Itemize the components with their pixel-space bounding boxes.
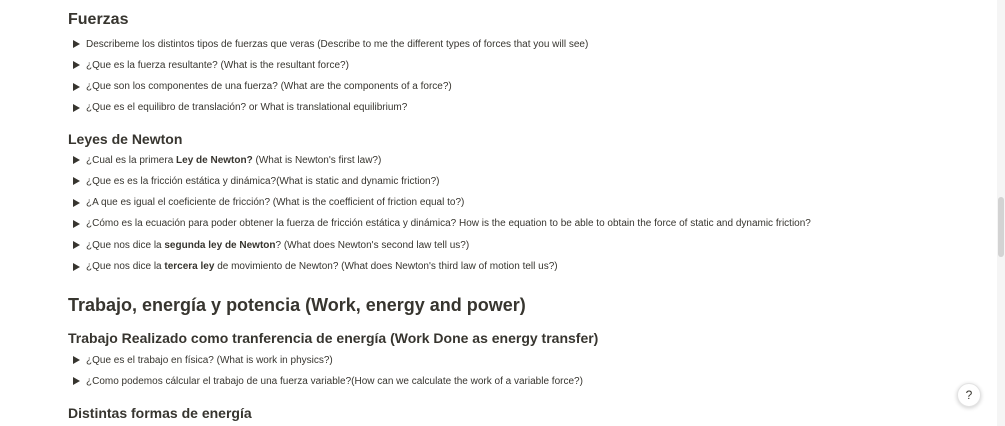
triangle-right-icon[interactable] xyxy=(68,83,86,91)
text-run: ¿Que nos dice la xyxy=(86,261,165,272)
toggle-item-text xyxy=(86,60,349,71)
toggle-item-text xyxy=(86,376,583,387)
toggle-item[interactable] xyxy=(68,371,583,391)
heading-leyes-newton: Leyes de Newton xyxy=(68,131,183,147)
toggle-item-text xyxy=(86,261,558,272)
triangle-right-icon[interactable] xyxy=(68,40,86,48)
toggle-item-text xyxy=(86,197,464,208)
triangle-right-icon[interactable] xyxy=(68,220,86,228)
bold-text: segunda ley de Newton xyxy=(164,239,276,251)
text-run: ? (What does Newton's second law tell us?) xyxy=(275,239,470,251)
triangle-right-icon[interactable] xyxy=(68,156,86,164)
text-run: ¿Que es es la fricción estática y dinámica?(What is static and dynamic friction?) xyxy=(86,175,440,187)
toggle-item-text xyxy=(86,81,452,92)
toggle-item[interactable] xyxy=(68,150,381,170)
toggle-item[interactable] xyxy=(68,98,407,118)
toggle-item[interactable] xyxy=(68,171,439,191)
text-run: ¿Cómo es la ecuación para poder obtener la fuerza de fricción estática y dinámica? How is the equation to be able to obtain the force of static and dynamic friction? xyxy=(86,218,811,230)
text-run: ¿Que es el equilibro de translación? or What is translational equilibrium? xyxy=(86,102,408,114)
bold-text: Ley de Newton? xyxy=(176,154,253,166)
text-run: ¿A que es igual el coeficiente de fricción? (What is the coefficient of friction equal to?) xyxy=(86,197,465,209)
toggle-item[interactable] xyxy=(68,235,469,255)
triangle-right-icon[interactable] xyxy=(68,199,86,207)
scrollbar-thumb[interactable] xyxy=(998,197,1004,257)
toggle-item-text xyxy=(86,155,381,166)
heading-trabajo-realizado: Trabajo Realizado como tranferencia de energía (Work Done as energy transfer) xyxy=(68,330,599,346)
toggle-item-text xyxy=(86,102,407,113)
text-run: Describeme los distintos tipos de fuerzas que veras (Describe to me the different types of forces that you will see) xyxy=(86,38,589,50)
scrollbar[interactable] xyxy=(997,0,1005,426)
text-run: de movimiento de Newton? (What does Newton's third law of motion tell us?) xyxy=(214,261,558,272)
toggle-item[interactable] xyxy=(68,77,452,97)
triangle-right-icon[interactable] xyxy=(68,377,86,385)
toggle-item[interactable] xyxy=(68,214,811,234)
text-run: ¿Que es la fuerza resultante? (What is the resultant force?) xyxy=(86,59,349,71)
text-run: ¿Que son los componentes de una fuerza? (What are the components of a force?) xyxy=(86,81,452,93)
question-icon: ? xyxy=(965,388,973,402)
triangle-right-icon[interactable] xyxy=(68,61,86,69)
text-run: ¿Cual es la primera xyxy=(86,154,177,166)
text-run: ¿Que nos dice la xyxy=(86,239,165,251)
text-run: ¿Que es el trabajo en física? (What is work in physics?) xyxy=(86,354,333,366)
heading-fuerzas: Fuerzas xyxy=(68,11,129,28)
heading-formas-energia: Distintas formas de energía xyxy=(68,405,252,421)
toggle-item-text xyxy=(86,39,588,50)
help-button[interactable] xyxy=(957,383,981,407)
toggle-item[interactable] xyxy=(68,55,349,75)
triangle-right-icon[interactable] xyxy=(68,263,86,271)
toggle-item-text xyxy=(86,355,333,366)
text-run: ¿Como podemos cálcular el trabajo de una fuerza variable?(How can we calculate the work of a variable force?) xyxy=(86,375,583,387)
triangle-right-icon[interactable] xyxy=(68,177,86,185)
toggle-item-text xyxy=(86,240,469,251)
toggle-item[interactable] xyxy=(68,193,464,213)
toggle-item-text xyxy=(86,176,439,187)
toggle-item[interactable] xyxy=(68,257,558,277)
toggle-item-text xyxy=(86,218,811,229)
toggle-item[interactable] xyxy=(68,350,333,370)
triangle-right-icon[interactable] xyxy=(68,241,86,249)
text-run: (What is Newton's first law?) xyxy=(252,154,382,166)
triangle-right-icon[interactable] xyxy=(68,104,86,112)
toggle-item[interactable] xyxy=(68,34,588,54)
heading-trabajo-energia: Trabajo, energía y potencia (Work, energy and power) xyxy=(68,295,526,315)
triangle-right-icon[interactable] xyxy=(68,356,86,364)
bold-text: tercera ley xyxy=(164,261,215,272)
